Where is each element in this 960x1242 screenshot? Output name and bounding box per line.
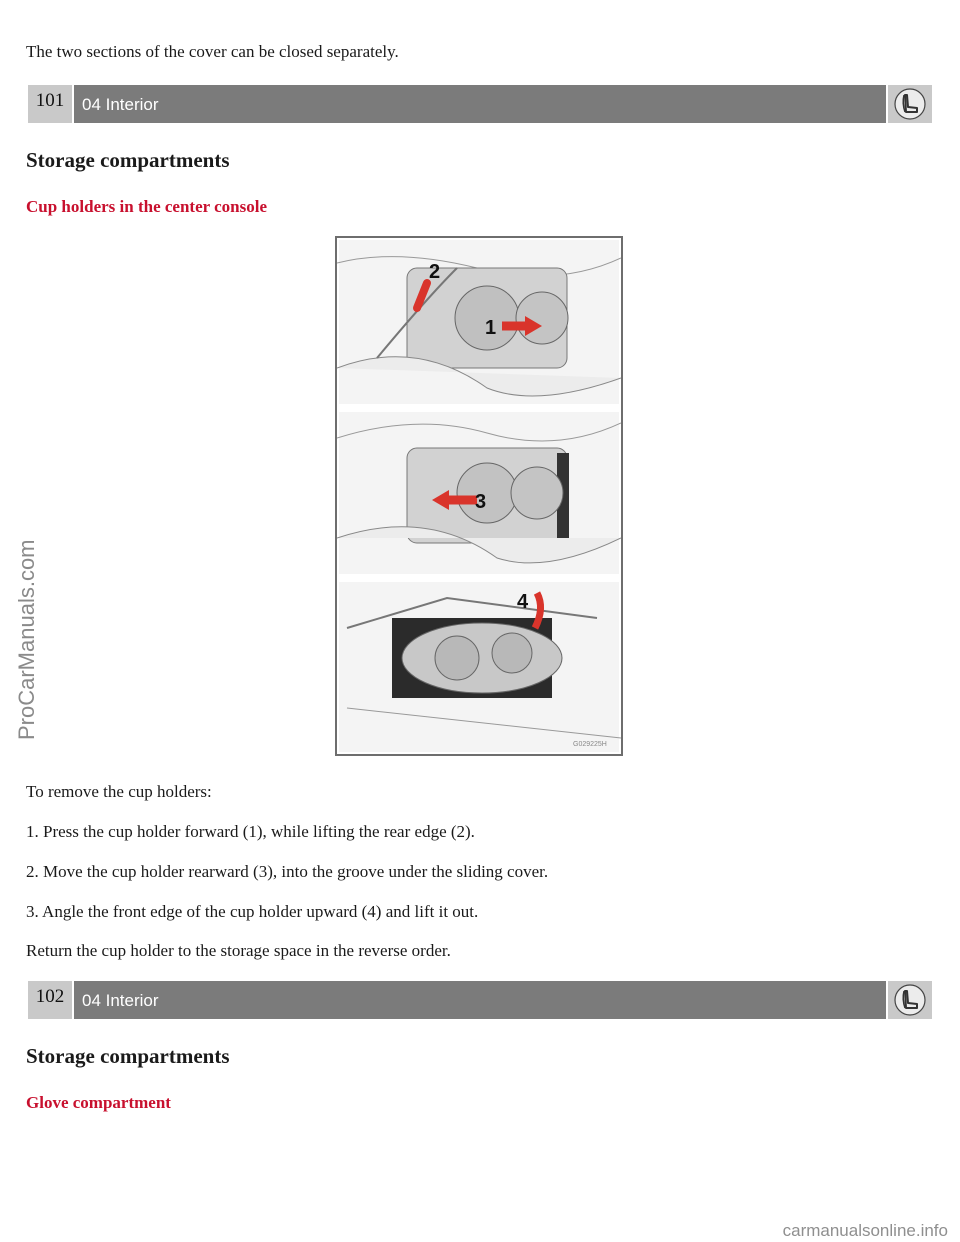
page-header-101 xyxy=(28,85,932,123)
instruction-step: 3. Angle the front edge of the cup holder upward (4) and lift it out. xyxy=(26,902,479,921)
instructions-lead: To remove the cup holders: xyxy=(26,782,212,801)
section-title: 04 Interior xyxy=(74,85,886,123)
page-heading: Storage compartments xyxy=(26,148,230,172)
seat-icon xyxy=(888,981,932,1019)
bottom-watermark: carmanualsonline.info xyxy=(782,1221,948,1240)
step-label-1: 1 xyxy=(485,317,497,339)
step-label-2: 2 xyxy=(429,261,441,283)
step-label-3: 3 xyxy=(475,491,487,513)
page-number: 102 xyxy=(28,981,72,1019)
seat-icon xyxy=(888,85,932,123)
section-subheading: Cup holders in the center console xyxy=(26,197,267,216)
intro-text: The two sections of the cover can be closed separately. xyxy=(26,42,399,61)
section-subheading: Glove compartment xyxy=(26,1093,171,1112)
cup-holder-illustration xyxy=(335,236,623,756)
section-title: 04 Interior xyxy=(74,981,886,1019)
page-heading: Storage compartments xyxy=(26,1044,230,1068)
page-number: 101 xyxy=(28,85,72,123)
instructions-closing: Return the cup holder to the storage space in the reverse order. xyxy=(26,941,451,960)
side-watermark: ProCarManuals.com xyxy=(14,539,39,740)
page-header-102 xyxy=(28,981,932,1019)
figure-code: G029225H xyxy=(573,741,607,748)
instruction-step: 2. Move the cup holder rearward (3), into the groove under the sliding cover. xyxy=(26,862,549,881)
step-label-4: 4 xyxy=(517,591,529,613)
instruction-step: 1. Press the cup holder forward (1), while lifting the rear edge (2). xyxy=(26,822,475,841)
